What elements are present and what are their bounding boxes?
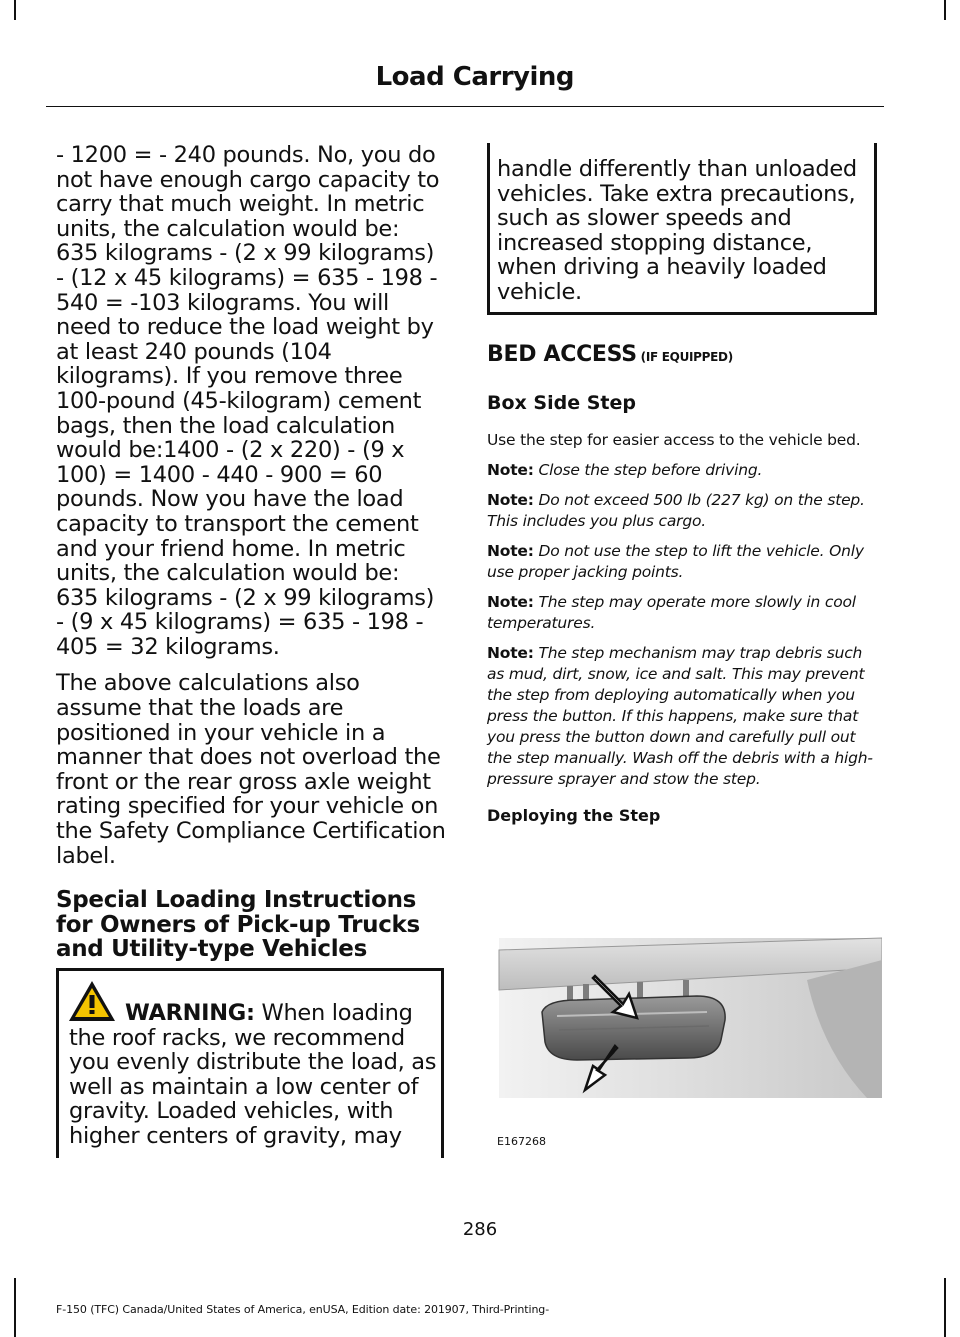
note-item	[487, 490, 882, 532]
deploying-step-heading: Deploying the Step	[487, 806, 661, 825]
note-label: Note:	[487, 491, 534, 509]
note-text: The step may operate more slowly in cool temperatures.	[487, 593, 856, 632]
section-title-text: BED ACCESS	[487, 342, 637, 367]
note-item	[487, 592, 882, 634]
warning-box-continued	[487, 143, 877, 315]
note-text: Close the step before driving.	[533, 461, 763, 479]
subsection-title-box-side-step: Box Side Step	[487, 392, 636, 414]
paragraph-axle-weight: The above calculations also assume that the loads are positioned in your vehicle in a manner that does not overload the front or the rear gross axle weight rating specified for your vehicle on the Safety Compliance Certification label.	[56, 670, 446, 869]
note-item	[487, 460, 882, 481]
header-divider	[46, 106, 884, 107]
box-side-step-illustration	[487, 920, 882, 1160]
left-column	[56, 143, 448, 962]
page-number: 286	[462, 1219, 498, 1240]
note-text: Do not exceed 500 lb (227 kg) on the step. This includes you plus cargo.	[487, 491, 865, 530]
note-label: Note:	[487, 644, 534, 662]
note-label: Note:	[487, 461, 534, 479]
warning-text	[69, 1001, 439, 1149]
note-text: The step mechanism may trap debris such as mud, dirt, snow, ice and salt. This may prevent the step from deploying automatically when you press the button. If this happens, make sure that you press the button down and carefully pull out the step manually. Wash off the debris with a high-pressure sprayer and stow the step.	[487, 644, 873, 788]
page-header-title: Load Carrying	[375, 62, 574, 92]
note-label: Note:	[487, 542, 534, 560]
if-equipped-label: (IF EQUIPPED)	[636, 350, 733, 364]
warning-box-roof-racks	[56, 968, 444, 1158]
note-text: Do not use the step to lift the vehicle. Only use proper jacking points.	[487, 542, 864, 581]
crop-mark	[944, 1278, 946, 1337]
paragraph-load-calculation: - 1200 = - 240 pounds. No, you do not have enough cargo capacity to carry that much weight. In metric units, the calculation would be: 635 kilograms - (2 x 99 kilograms) - (12 x 45 kilograms) = 635 - 198 - 540 = -103 kilograms. You will need to reduce the load weight by at least 240 pounds (104 kilograms). If you remove three 100-pound (45-kilogram) cement bags, then the load calculation would be:1400 - (2 x 220) - (9 x 100) = 1400 - 440 - 900 = 60 pounds. Now you have the load capacity to transport the cement and your friend home. In metric units, the calculation would be: 635 kilograms - (2 x 99 kilograms) - (9 x 45 kilograms) = 635 - 198 - 405 = 32 kilograms.	[56, 142, 440, 660]
crop-mark	[14, 1278, 16, 1337]
warning-label: WARNING:	[125, 1000, 255, 1026]
intro-text: Use the step for easier access to the vehicle bed.	[487, 431, 861, 449]
special-loading-heading: Special Loading Instructions for Owners of Pick-up Trucks and Utility-type Vehicles	[56, 887, 420, 963]
note-item	[487, 643, 882, 790]
figure-code: E167268	[497, 1135, 546, 1148]
crop-mark	[14, 0, 16, 20]
footer-edition-info: F-150 (TFC) Canada/United States of America, enUSA, Edition date: 201907, Third-Printing-	[56, 1303, 550, 1316]
crop-mark	[944, 0, 946, 20]
warning-body: When loading the roof racks, we recommend you evenly distribute the load, as well as maintain a low center of gravity. Loaded vehicles, with higher centers of gravity, may	[69, 1000, 437, 1149]
warning-continued-text: handle differently than unloaded vehicles. Take extra precautions, such as slower speeds and increased stopping distance, when driving a heavily loaded vehicle.	[497, 156, 857, 305]
note-label: Note:	[487, 593, 534, 611]
step-illustration	[487, 920, 882, 1160]
note-item	[487, 541, 882, 583]
box-side-step-content	[487, 430, 882, 825]
section-title-bed-access	[487, 342, 733, 367]
